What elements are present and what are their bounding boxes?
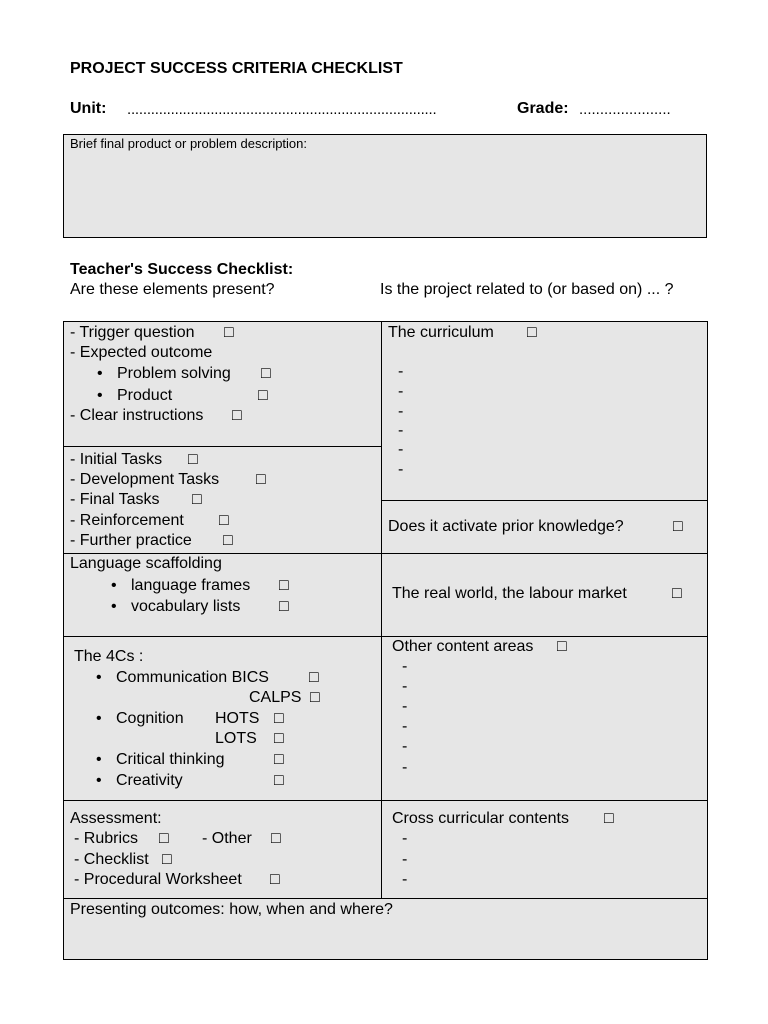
- checkbox[interactable]: □: [527, 324, 537, 341]
- item-final-tasks: - Final Tasks: [70, 491, 160, 508]
- item-checklist: - Checklist: [74, 851, 149, 868]
- checkbox[interactable]: □: [309, 669, 319, 686]
- dash: -: [402, 759, 408, 776]
- checkbox[interactable]: □: [258, 387, 268, 404]
- item-calps: CALPS: [249, 689, 302, 706]
- item-expected-outcome: - Expected outcome: [70, 344, 213, 361]
- question-left: Are these elements present?: [70, 281, 275, 298]
- description-box[interactable]: [63, 134, 707, 238]
- item-cross-curricular: Cross curricular contents: [392, 810, 569, 827]
- checkbox[interactable]: □: [224, 324, 234, 341]
- item-vocabulary-lists: • vocabulary lists: [131, 597, 240, 617]
- dash: -: [398, 363, 404, 380]
- row-divider: [64, 446, 381, 447]
- row-divider: [64, 898, 708, 899]
- language-scaffolding-heading: Language scaffolding: [70, 555, 222, 572]
- checkbox[interactable]: □: [159, 830, 169, 847]
- dash: -: [398, 383, 404, 400]
- row-divider: [64, 636, 708, 637]
- checkbox[interactable]: □: [232, 407, 242, 424]
- item-product: • Product: [117, 386, 172, 406]
- item-creativity: • Creativity: [116, 771, 183, 791]
- four-cs-heading: The 4Cs :: [74, 648, 144, 665]
- unit-label: Unit:: [70, 100, 107, 117]
- item-language-frames: • language frames: [131, 576, 250, 596]
- checkbox[interactable]: □: [274, 772, 284, 789]
- presenting-outcomes: Presenting outcomes: how, when and where?: [70, 901, 393, 918]
- checkbox[interactable]: □: [274, 710, 284, 727]
- dash: -: [402, 698, 408, 715]
- checkbox[interactable]: □: [604, 810, 614, 827]
- checkbox[interactable]: □: [274, 751, 284, 768]
- dash: -: [398, 403, 404, 420]
- dash: -: [402, 851, 408, 868]
- dash: -: [398, 441, 404, 458]
- item-communication: • Communication BICS: [116, 668, 269, 688]
- checkbox[interactable]: □: [192, 491, 202, 508]
- row-divider: [64, 800, 708, 801]
- question-right: Is the project related to (or based on) ... ?: [380, 281, 674, 298]
- item-curriculum: The curriculum: [388, 324, 494, 341]
- checkbox[interactable]: □: [310, 689, 320, 706]
- checkbox[interactable]: □: [557, 638, 567, 655]
- checkbox[interactable]: □: [256, 471, 266, 488]
- item-further-practice: - Further practice: [70, 532, 192, 549]
- dash: -: [402, 658, 408, 675]
- checkbox[interactable]: □: [270, 871, 280, 888]
- item-development-tasks: - Development Tasks: [70, 471, 220, 488]
- item-initial-tasks: - Initial Tasks: [70, 451, 163, 468]
- unit-field[interactable]: ..............................................................................: [127, 101, 437, 118]
- dash: -: [402, 830, 408, 847]
- grade-label: Grade:: [517, 100, 569, 117]
- grade-field[interactable]: ......................: [579, 101, 671, 118]
- vertical-divider: [381, 322, 382, 898]
- item-rubrics: - Rubrics: [74, 830, 139, 847]
- page-title: PROJECT SUCCESS CRITERIA CHECKLIST: [70, 60, 403, 77]
- item-lots: LOTS: [215, 730, 257, 747]
- checkbox[interactable]: □: [162, 851, 172, 868]
- description-label: Brief final product or problem description:: [70, 136, 308, 151]
- item-trigger-question: - Trigger question: [70, 324, 195, 341]
- item-clear-instructions: - Clear instructions: [70, 407, 204, 424]
- checkbox[interactable]: □: [219, 512, 229, 529]
- dash: -: [402, 718, 408, 735]
- dash: -: [398, 461, 404, 478]
- item-critical-thinking: • Critical thinking: [116, 750, 224, 770]
- checkbox[interactable]: □: [279, 598, 289, 615]
- item-procedural-worksheet: - Procedural Worksheet: [74, 871, 242, 888]
- item-problem-solving: • Problem solving: [117, 364, 231, 384]
- item-real-world: The real world, the labour market: [392, 585, 627, 602]
- item-other: - Other: [202, 830, 252, 847]
- item-other-content-areas: Other content areas: [392, 638, 534, 655]
- checkbox[interactable]: □: [261, 365, 271, 382]
- item-hots: HOTS: [215, 710, 260, 727]
- checklist-table: [63, 321, 708, 960]
- dash: -: [398, 422, 404, 439]
- item-prior-knowledge: Does it activate prior knowledge?: [388, 518, 624, 535]
- assessment-heading: Assessment:: [70, 810, 162, 827]
- row-divider: [381, 500, 708, 501]
- checkbox[interactable]: □: [279, 577, 289, 594]
- dash: -: [402, 678, 408, 695]
- dash: -: [402, 738, 408, 755]
- dash: -: [402, 871, 408, 888]
- checkbox[interactable]: □: [274, 730, 284, 747]
- item-reinforcement: - Reinforcement: [70, 512, 184, 529]
- checkbox[interactable]: □: [673, 518, 683, 535]
- item-cognition: • Cognition: [116, 709, 184, 729]
- teacher-checklist-heading: Teacher's Success Checklist:: [70, 261, 294, 278]
- checkbox[interactable]: □: [271, 830, 281, 847]
- checkbox[interactable]: □: [223, 532, 233, 549]
- unit-row: [70, 100, 106, 118]
- checkbox[interactable]: □: [672, 585, 682, 602]
- checkbox[interactable]: □: [188, 451, 198, 468]
